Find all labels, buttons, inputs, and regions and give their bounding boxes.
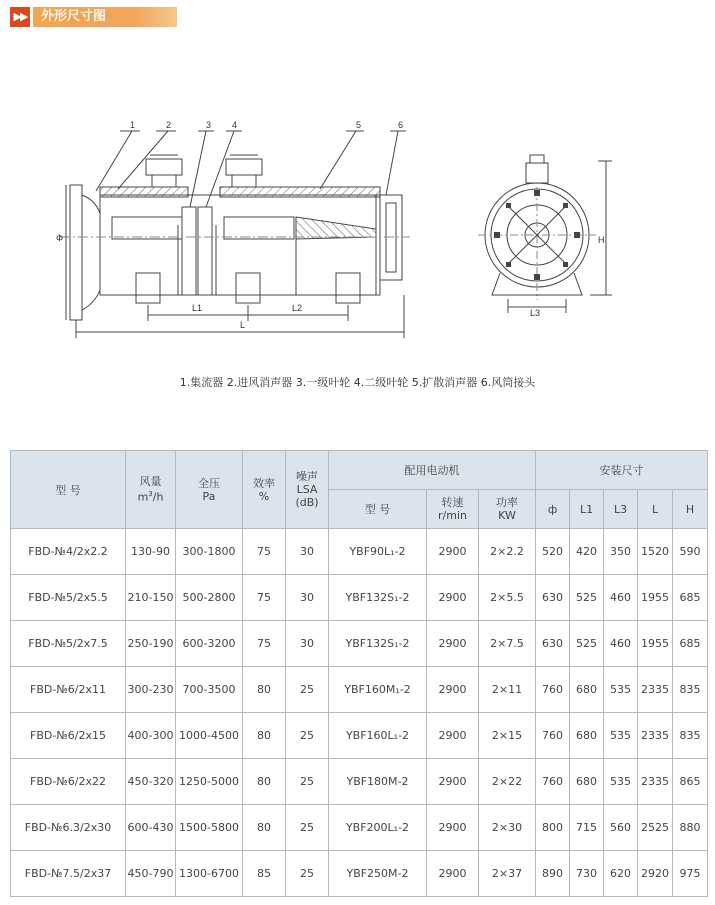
cell-h: 590 <box>673 529 708 575</box>
header-row-1 <box>11 451 708 490</box>
cell-model: FBD-№5/2x7.5 <box>11 621 126 667</box>
cell-flow: 600-430 <box>126 805 176 851</box>
col-speed: 转速 r/min <box>427 490 479 529</box>
cell-power: 2×2.2 <box>479 529 536 575</box>
dim-label-h: H <box>598 235 605 245</box>
cell-l3: 460 <box>604 621 638 667</box>
cell-l: 2920 <box>638 851 673 897</box>
col-flow: 风量 $m^3/h$ <box>126 451 176 529</box>
cell-speed: 2900 <box>427 667 479 713</box>
cell-model: FBD-№6/2x15 <box>11 713 126 759</box>
cell-motor-model: YBF132S₁-2 <box>329 621 427 667</box>
table-row <box>11 805 708 851</box>
cell-speed: 2900 <box>427 851 479 897</box>
cell-efficiency: 80 <box>243 805 286 851</box>
cell-phi: 890 <box>536 851 570 897</box>
cell-l: 1955 <box>638 575 673 621</box>
cell-phi: 760 <box>536 759 570 805</box>
cell-speed: 2900 <box>427 621 479 667</box>
cell-speed: 2900 <box>427 713 479 759</box>
cell-flow: 130-90 <box>126 529 176 575</box>
cell-power: 2×15 <box>479 713 536 759</box>
cell-l3: 535 <box>604 667 638 713</box>
dim-label-l3: L3 <box>530 308 541 318</box>
cell-noise: 30 <box>286 621 329 667</box>
table-row <box>11 851 708 897</box>
table-row <box>11 759 708 805</box>
part-number-6: 6 <box>398 120 404 130</box>
cell-l3: 560 <box>604 805 638 851</box>
cell-phi: 760 <box>536 713 570 759</box>
col-l: L <box>638 490 673 529</box>
cell-efficiency: 80 <box>243 713 286 759</box>
table-row <box>11 621 708 667</box>
cell-efficiency: 75 <box>243 529 286 575</box>
cell-l1: 730 <box>570 851 604 897</box>
cell-h: 880 <box>673 805 708 851</box>
cell-model: FBD-№7.5/2x37 <box>11 851 126 897</box>
cell-model: FBD-№6/2x11 <box>11 667 126 713</box>
cell-noise: 25 <box>286 851 329 897</box>
col-pressure: 全压 Pa <box>176 451 243 529</box>
cell-l1: 525 <box>570 621 604 667</box>
cell-noise: 25 <box>286 667 329 713</box>
cell-l: 1520 <box>638 529 673 575</box>
cell-pressure: 1000-4500 <box>176 713 243 759</box>
part-number-4: 4 <box>232 120 238 130</box>
cell-model: FBD-№5/2x5.5 <box>11 575 126 621</box>
cell-power: 2×22 <box>479 759 536 805</box>
cell-l3: 620 <box>604 851 638 897</box>
cell-l: 2335 <box>638 667 673 713</box>
cell-phi: 800 <box>536 805 570 851</box>
cell-motor-model: YBF200L₁-2 <box>329 805 427 851</box>
cell-h: 835 <box>673 713 708 759</box>
cell-l1: 420 <box>570 529 604 575</box>
cell-l3: 535 <box>604 713 638 759</box>
cell-motor-model: YBF160L₁-2 <box>329 713 427 759</box>
cell-flow: 400-300 <box>126 713 176 759</box>
cell-pressure: 600-3200 <box>176 621 243 667</box>
col-h: H <box>673 490 708 529</box>
cell-efficiency: 80 <box>243 759 286 805</box>
cell-noise: 25 <box>286 805 329 851</box>
cell-model: FBD-№4/2x2.2 <box>11 529 126 575</box>
table-row <box>11 529 708 575</box>
cell-power: 2×5.5 <box>479 575 536 621</box>
cell-h: 865 <box>673 759 708 805</box>
cell-power: 2×7.5 <box>479 621 536 667</box>
cell-phi: 520 <box>536 529 570 575</box>
spec-table-body <box>11 529 708 897</box>
cell-model: FBD-№6/2x22 <box>11 759 126 805</box>
cell-efficiency: 75 <box>243 621 286 667</box>
part-number-2: 2 <box>166 120 172 130</box>
spec-table <box>10 450 708 897</box>
cell-pressure: 1300-6700 <box>176 851 243 897</box>
cell-flow: 450-790 <box>126 851 176 897</box>
double-chevron-right-icon: ▶▶ <box>10 7 30 27</box>
dimension-drawing <box>0 95 715 375</box>
part-number-5: 5 <box>356 120 362 130</box>
col-l3: L3 <box>604 490 638 529</box>
cell-l1: 680 <box>570 667 604 713</box>
section-header <box>10 7 177 27</box>
cell-efficiency: 75 <box>243 575 286 621</box>
col-model: 型 号 <box>11 451 126 529</box>
cell-speed: 2900 <box>427 759 479 805</box>
cell-phi: 760 <box>536 667 570 713</box>
cell-flow: 210-150 <box>126 575 176 621</box>
part-number-1: 1 <box>130 120 136 130</box>
cell-noise: 30 <box>286 575 329 621</box>
cell-flow: 250-190 <box>126 621 176 667</box>
col-group-install: 安装尺寸 <box>536 451 708 490</box>
dim-label-l2: L2 <box>292 303 303 313</box>
cell-pressure: 500-2800 <box>176 575 243 621</box>
cell-noise: 25 <box>286 713 329 759</box>
cell-pressure: 1250-5000 <box>176 759 243 805</box>
cell-power: 2×11 <box>479 667 536 713</box>
cell-l: 2335 <box>638 713 673 759</box>
cell-pressure: 700-3500 <box>176 667 243 713</box>
cell-speed: 2900 <box>427 805 479 851</box>
cell-speed: 2900 <box>427 529 479 575</box>
cell-l1: 680 <box>570 713 604 759</box>
cell-l: 2525 <box>638 805 673 851</box>
cell-motor-model: YBF90L₁-2 <box>329 529 427 575</box>
cell-flow: 450-320 <box>126 759 176 805</box>
cell-l1: 525 <box>570 575 604 621</box>
table-row <box>11 667 708 713</box>
cell-noise: 25 <box>286 759 329 805</box>
cell-h: 685 <box>673 621 708 667</box>
col-l1: L1 <box>570 490 604 529</box>
table-row <box>11 713 708 759</box>
col-group-motor: 配用电动机 <box>329 451 536 490</box>
cell-flow: 300-230 <box>126 667 176 713</box>
cell-power: 2×30 <box>479 805 536 851</box>
cell-phi: 630 <box>536 621 570 667</box>
col-power: 功率 KW <box>479 490 536 529</box>
table-row <box>11 575 708 621</box>
cell-l3: 460 <box>604 575 638 621</box>
cell-l3: 350 <box>604 529 638 575</box>
cell-l3: 535 <box>604 759 638 805</box>
cell-l1: 680 <box>570 759 604 805</box>
cell-motor-model: YBF250M-2 <box>329 851 427 897</box>
cell-h: 975 <box>673 851 708 897</box>
cell-noise: 30 <box>286 529 329 575</box>
col-motor-model: 型 号 <box>329 490 427 529</box>
section-title: 外形尺寸图 <box>33 7 177 27</box>
cell-power: 2×37 <box>479 851 536 897</box>
cell-model: FBD-№6.3/2x30 <box>11 805 126 851</box>
parts-caption: 1.集流器 2.进风消声器 3.一级叶轮 4.二级叶轮 5.扩散消声器 6.风筒接头 <box>179 376 536 389</box>
dim-label-l1: L1 <box>192 303 203 313</box>
col-noise: 噪声 LSA (dB) <box>286 451 329 529</box>
cell-speed: 2900 <box>427 575 479 621</box>
cell-l: 1955 <box>638 621 673 667</box>
part-number-3: 3 <box>206 120 212 130</box>
cell-pressure: 1500-5800 <box>176 805 243 851</box>
dim-label-phi: Φ <box>56 233 64 243</box>
cell-h: 685 <box>673 575 708 621</box>
cell-motor-model: YBF132S₁-2 <box>329 575 427 621</box>
cell-efficiency: 80 <box>243 667 286 713</box>
col-phi: ф <box>536 490 570 529</box>
cell-phi: 630 <box>536 575 570 621</box>
dim-label-l: L <box>240 320 246 330</box>
cell-l: 2335 <box>638 759 673 805</box>
cell-pressure: 300-1800 <box>176 529 243 575</box>
cell-efficiency: 85 <box>243 851 286 897</box>
col-efficiency: 效率 % <box>243 451 286 529</box>
cell-motor-model: YBF180M-2 <box>329 759 427 805</box>
cell-h: 835 <box>673 667 708 713</box>
cell-l1: 715 <box>570 805 604 851</box>
cell-motor-model: YBF160M₁-2 <box>329 667 427 713</box>
